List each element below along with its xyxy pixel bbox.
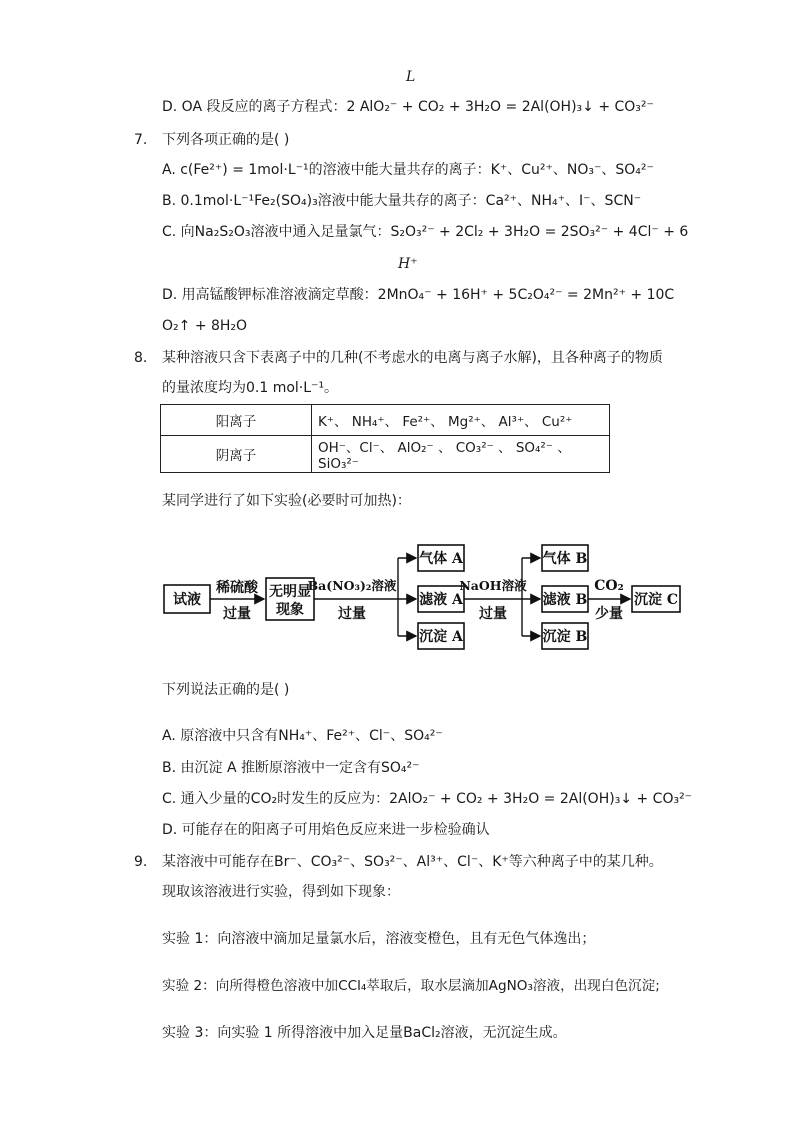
q8-experiment-intro: 某同学进行了如下实验(必要时可加热)： xyxy=(162,493,411,509)
gas-b-label: 气体 B xyxy=(542,551,588,567)
ion-table xyxy=(160,404,610,473)
q9-number: 9. xyxy=(134,854,148,870)
q6-option-d: D. OA 段反应的离子方程式：2 AlO₂⁻ + CO₂ + 3H₂O = 2Al(OH)₃↓ + CO₃²⁻ xyxy=(162,99,654,115)
cation-values: K⁺、 NH₄⁺、 Fe²⁺、 Mg²⁺、 Al³⁺、 Cu²⁺ xyxy=(312,405,610,436)
q9-experiment-3: 实验 3：向实验 1 所得溶液中加入足量BaCl₂溶液，无沉淀生成。 xyxy=(162,1025,567,1041)
q8-option-d: D. 可能存在的阳离子可用焰色反应来进一步检验确认 xyxy=(162,822,490,838)
filtrate-a-label: 滤液 A xyxy=(419,592,463,608)
reagent-2-top: Ba(NO₃)₂溶液 xyxy=(307,578,397,593)
q9-experiment-1: 实验 1：向溶液中滴加足量氯水后，溶液变橙色，且有无色气体逸出； xyxy=(162,931,596,947)
fraction-denominator: L xyxy=(406,69,416,85)
q8-stem-cont: 的量浓度均为0.1 mol·L⁻¹。 xyxy=(162,380,339,396)
precip-b-label: 沉淀 B xyxy=(542,629,588,645)
q8-option-b: B. 由沉淀 A 推断原溶液中一定含有SO₄²⁻ xyxy=(162,760,420,776)
q7-option-d: D. 用高锰酸钾标准溶液滴定草酸：2MnO₄⁻ + 16H⁺ + 5C₂O₄²⁻ = 2Mn²⁺ + 10C xyxy=(162,287,675,303)
q8-number: 8. xyxy=(134,350,148,366)
anion-label: 阴离子 xyxy=(161,436,312,473)
q7-option-c: C. 向Na₂S₂O₃溶液中通入足量氯气：S₂O₃²⁻ + 2Cl₂ + 3H₂O = 2SO₃²⁻ + 4Cl⁻ + 6 xyxy=(162,224,689,240)
cation-label: 阳离子 xyxy=(161,405,312,436)
q9-experiment-2: 实验 2：向所得橙色溶液中加CCl₄萃取后，取水层滴加AgNO₃溶液，出现白色沉淀; xyxy=(162,978,660,994)
precip-c-label: 沉淀 C xyxy=(633,592,679,608)
experiment-flowchart xyxy=(150,530,690,660)
q9-stem: 某溶液中可能存在Br⁻、CO₃²⁻、SO₃²⁻、Al³⁺、Cl⁻、K⁺等六种离子中的某几种。 xyxy=(162,854,663,870)
q9-stem-cont: 现取该溶液进行实验，得到如下现象： xyxy=(162,884,400,900)
q7-option-d-cont: O₂↑ + 8H₂O xyxy=(162,318,248,334)
q8-option-a: A. 原溶液中只含有NH₄⁺、Fe²⁺、Cl⁻、SO₄²⁻ xyxy=(162,728,443,744)
table-row xyxy=(161,436,610,473)
gas-a-label: 气体 A xyxy=(419,551,463,567)
reagent-3-bottom: 过量 xyxy=(479,606,507,622)
q7-option-b: B. 0.1mol·L⁻¹Fe₂(SO₄)₃溶液中能大量共存的离子：Ca²⁺、NH₄⁺、I⁻、SCN⁻ xyxy=(162,193,642,209)
reagent-1-top: 稀硫酸 xyxy=(216,580,258,596)
reagent-4-top: CO₂ xyxy=(594,578,624,594)
reagent-4-bottom: 少量 xyxy=(595,606,623,622)
precip-a-label: 沉淀 A xyxy=(419,629,463,645)
q7-option-c-cont: H⁺ xyxy=(398,256,418,272)
q7-option-a: A. c(Fe²⁺) = 1mol·L⁻¹的溶液中能大量共存的离子：K⁺、Cu²⁺、NO₃⁻、SO₄²⁻ xyxy=(162,162,654,178)
q7-stem: 下列各项正确的是( ) xyxy=(162,132,290,148)
q8-question: 下列说法正确的是( ) xyxy=(162,682,290,698)
q8-stem: 某种溶液只含下表离子中的几种(不考虑水的电离与离子水解)，且各种离子的物质 xyxy=(162,350,663,366)
q8-option-c: C. 通入少量的CO₂时发生的反应为：2AlO₂⁻ + CO₂ + 3H₂O = 2Al(OH)₃↓ + CO₃²⁻ xyxy=(162,791,693,807)
filtrate-b-label: 滤液 B xyxy=(542,592,588,608)
box1-line1: 无明显 xyxy=(269,584,311,600)
q7-number: 7. xyxy=(134,132,148,148)
reagent-2-bottom: 过量 xyxy=(338,606,366,622)
start-label: 试液 xyxy=(173,592,201,608)
reagent-3-top: NaOH溶液 xyxy=(459,578,527,593)
reagent-1-bottom: 过量 xyxy=(223,606,251,622)
anion-values: OH⁻、Cl⁻、 AlO₂⁻ 、 CO₃²⁻ 、 SO₄²⁻ 、 SiO₃²⁻ xyxy=(312,436,610,473)
table-row xyxy=(161,405,610,436)
box1-line2: 现象 xyxy=(276,602,304,618)
